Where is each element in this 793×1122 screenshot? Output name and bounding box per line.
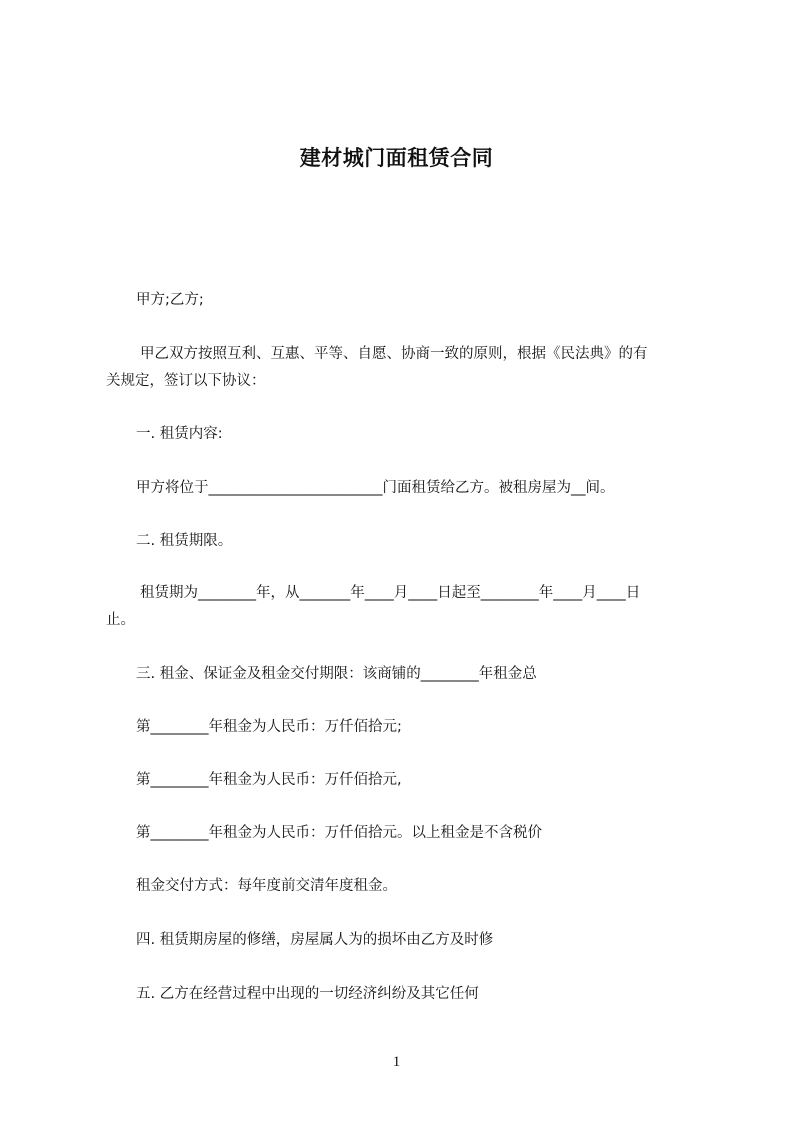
section-2-body-1: 租赁期为________年，从_______年____月____日起至________年____月____日 xyxy=(140,585,641,601)
page-number: 1 xyxy=(392,1054,401,1070)
section-2-heading: 二. 租赁期限。 xyxy=(136,533,233,549)
parties-line: 甲方;乙方; xyxy=(136,292,204,308)
section-2-body-2: 止。 xyxy=(106,612,135,628)
payment-method-line: 租金交付方式：每年度前交清年度租金。 xyxy=(136,878,397,894)
preamble-line-1: 甲乙双方按照互利、互惠、平等、自愿、协商一致的原则，根据《民法典》的有 xyxy=(140,346,648,362)
section-3-heading: 三. 租金、保证金及租金交付期限：该商铺的________年租金总 xyxy=(136,666,537,682)
rent-year-line-3: 第________年租金为人民币：万仟佰拾元。以上租金是不含税价 xyxy=(136,825,542,841)
document-title: 建材城门面租赁合同 xyxy=(299,146,494,170)
section-1-heading: 一. 租赁内容: xyxy=(136,426,223,442)
rent-year-line-1: 第________年租金为人民币：万仟佰拾元; xyxy=(136,719,402,735)
section-1-body: 甲方将位于________________________门面租赁给乙方。被租房屋为__间。 xyxy=(136,480,615,496)
rent-year-line-2: 第________年租金为人民币：万仟佰拾元, xyxy=(136,772,402,788)
section-4-line: 四. 租赁期房屋的修缮，房屋属人为的损坏由乙方及时修 xyxy=(136,932,494,948)
section-5-line: 五. 乙方在经营过程中出现的一切经济纠纷及其它任何 xyxy=(136,986,479,1002)
preamble-line-2: 关规定，签订以下协议： xyxy=(106,373,266,389)
